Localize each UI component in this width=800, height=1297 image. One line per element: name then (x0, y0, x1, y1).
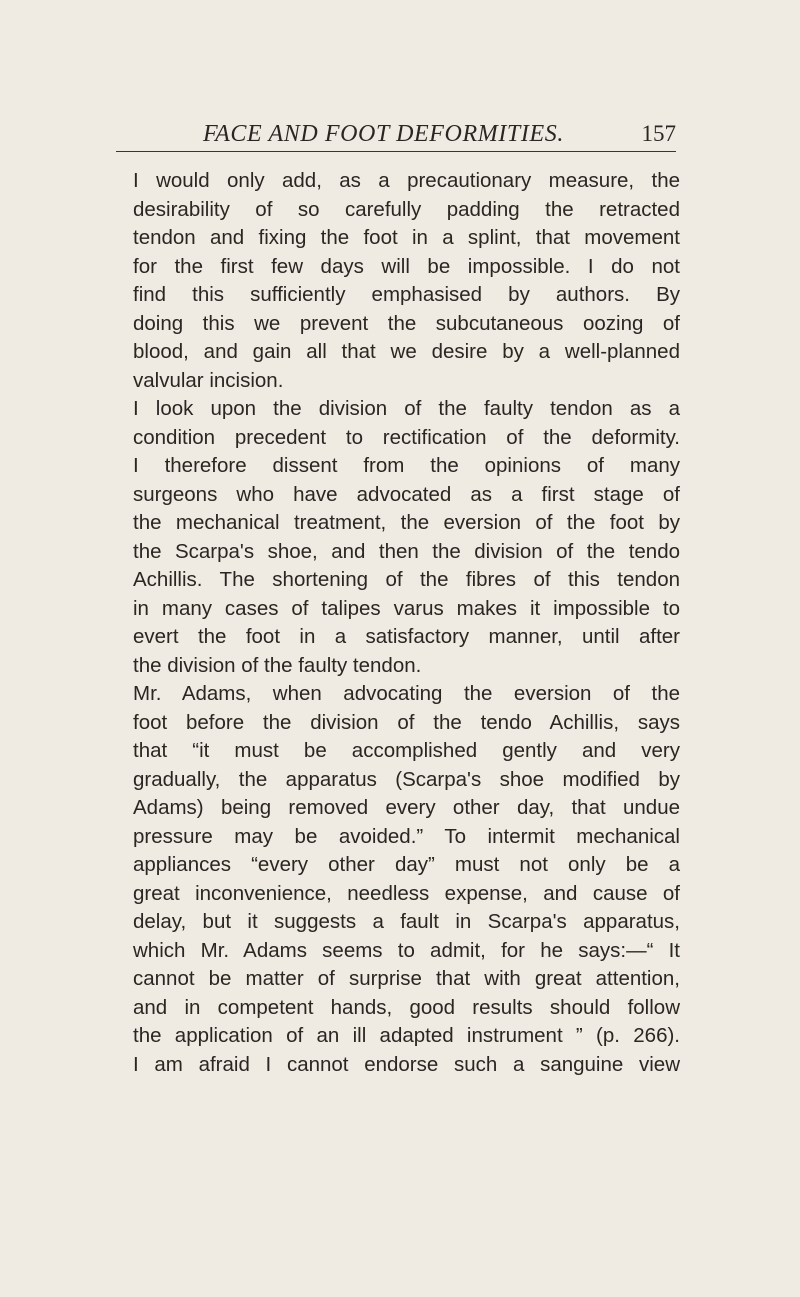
text-line: cannot be matter of surprise that with great attention, (133, 967, 680, 990)
text-line: appliances “every other day” must not only be a (133, 853, 680, 876)
header-rule (116, 151, 676, 152)
page-header (133, 118, 680, 154)
text-line: for the first few days will be impossible. I do not (133, 254, 680, 278)
text-line: I look upon the division of the faulty tendon as a (133, 397, 680, 420)
text-line: the application of an ill adapted instrument ” (p. 266). (133, 1024, 680, 1047)
text-line: evert the foot in a satisfactory manner, until after (133, 625, 680, 648)
text-line: foot before the division of the tendo Achillis, says (133, 710, 680, 734)
page-number: 157 (641, 121, 676, 146)
text-line: desirability of so carefully padding the retracted (133, 197, 680, 221)
paragraph-1 (133, 167, 680, 395)
text-line: the mechanical treatment, the eversion of the foot by (133, 511, 680, 534)
text-line: valvular incision. (133, 368, 284, 392)
text-line: surgeons who have advocated as a first stage of (133, 482, 680, 506)
text-line: Adams) being removed every other day, that undue (133, 796, 680, 819)
text-line: great inconvenience, needless expense, and cause of (133, 881, 680, 905)
text-line: and in competent hands, good results should follow (133, 995, 680, 1019)
paragraph-2 (133, 395, 680, 680)
text-line: I therefore dissent from the opinions of many (133, 454, 680, 477)
text-line: gradually, the apparatus (Scarpa's shoe modified by (133, 767, 680, 791)
text-line: that “it must be accomplished gently and very (133, 739, 680, 762)
text-line: I am afraid I cannot endorse such a sanguine view (133, 1052, 680, 1076)
text-line: which Mr. Adams seems to admit, for he says:—“ It (133, 938, 680, 962)
text-line: delay, but it suggests a fault in Scarpa's apparatus, (133, 910, 680, 933)
paragraph-3 (133, 680, 680, 1079)
text-line: find this sufficiently emphasised by authors. By (133, 283, 680, 306)
text-line: I would only add, as a precautionary measure, the (133, 169, 680, 192)
body-text (133, 167, 680, 1079)
text-line: Achillis. The shortening of the fibres of this tendon (133, 568, 680, 591)
text-line: Mr. Adams, when advocating the eversion of the (133, 682, 680, 705)
text-line: the division of the faulty tendon. (133, 653, 422, 677)
text-line: in many cases of talipes varus makes it impossible to (133, 596, 680, 620)
text-line: pressure may be avoided.” To intermit mechanical (133, 824, 680, 848)
text-line: the Scarpa's shoe, and then the division of the tendo (133, 539, 680, 563)
running-title: FACE AND FOOT DEFORMITIES. (203, 121, 564, 147)
text-line: blood, and gain all that we desire by a well-planned (133, 340, 680, 363)
text-line: tendon and fixing the foot in a splint, that movement (133, 226, 680, 249)
text-line: doing this we prevent the subcutaneous oozing of (133, 311, 680, 335)
text-line: condition precedent to rectification of the deformity. (133, 425, 680, 449)
